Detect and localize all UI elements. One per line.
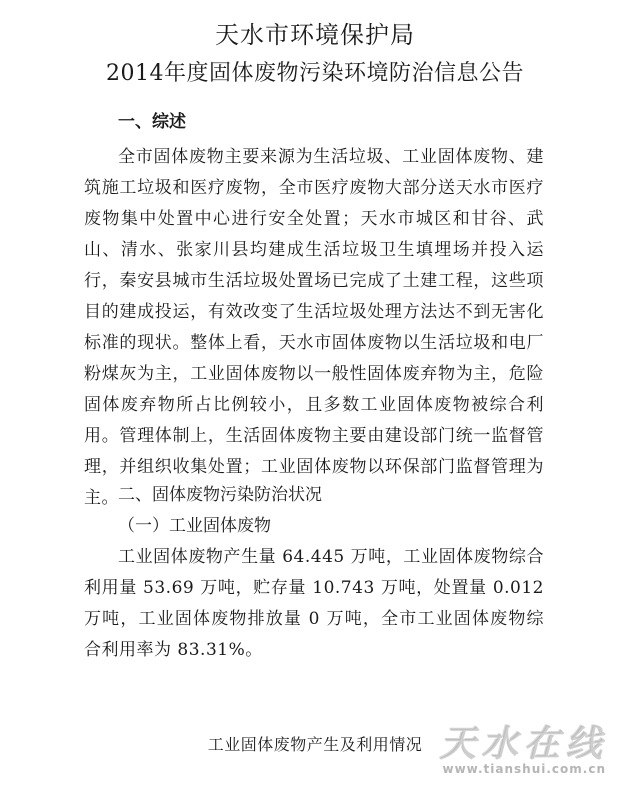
figure-caption: 工业固体废物产生及利用情况 [207,735,423,754]
overview-paragraph: 全市固体废物主要来源为生活垃圾、工业固体废物、建筑施工垃圾和医疗废物，全市医疗废物大部分送天水市医疗废物集中处置中心进行安全处置；天水市城区和甘谷、武山、清水、张家川县均建成生活垃圾卫生填埋场并投入运行，秦安县城市生活垃圾处置场已完成了土建工程，这些项目的建成投运，有效改变了生活垃圾处理方法达不到无害化标准的现状。整体上看，天水市固体废物以生活垃圾和电厂粉煤灰为主，工业固体废物以一般性固体废弃物为主，危险固体废弃物所占比例较小，且多数工业固体废物被综合利用。管理体制上，生活固体废物主要由建设部门统一监督管理，并组织收集处置；工业固体废物以环保部门监督管理为主。 [84,147,544,508]
document-title-main: 2014年度固体废物污染环境防治信息公告 [106,61,524,86]
subsection-heading-industrial-waste: （一）工业固体废物 [118,516,271,536]
section-heading-overview: 一、综述 [118,112,186,132]
industrial-waste-paragraph: 工业固体废物产生量 64.445 万吨，工业固体废物综合利用量 53.69 万吨，贮存量 10.743 万吨，处置量 0.012 万吨，工业固体废物排放量 0 万吨，全市工业固体废物综合利用率为 83.31%。 [84,547,544,660]
watermark-url: www.tianshui.com.cn [442,762,606,776]
section-heading-status: 二、固体废物污染防治状况 [118,485,322,505]
document-title-agency: 天水市环境保护局 [215,21,415,49]
watermark-brand: 天水在线 [439,724,608,765]
